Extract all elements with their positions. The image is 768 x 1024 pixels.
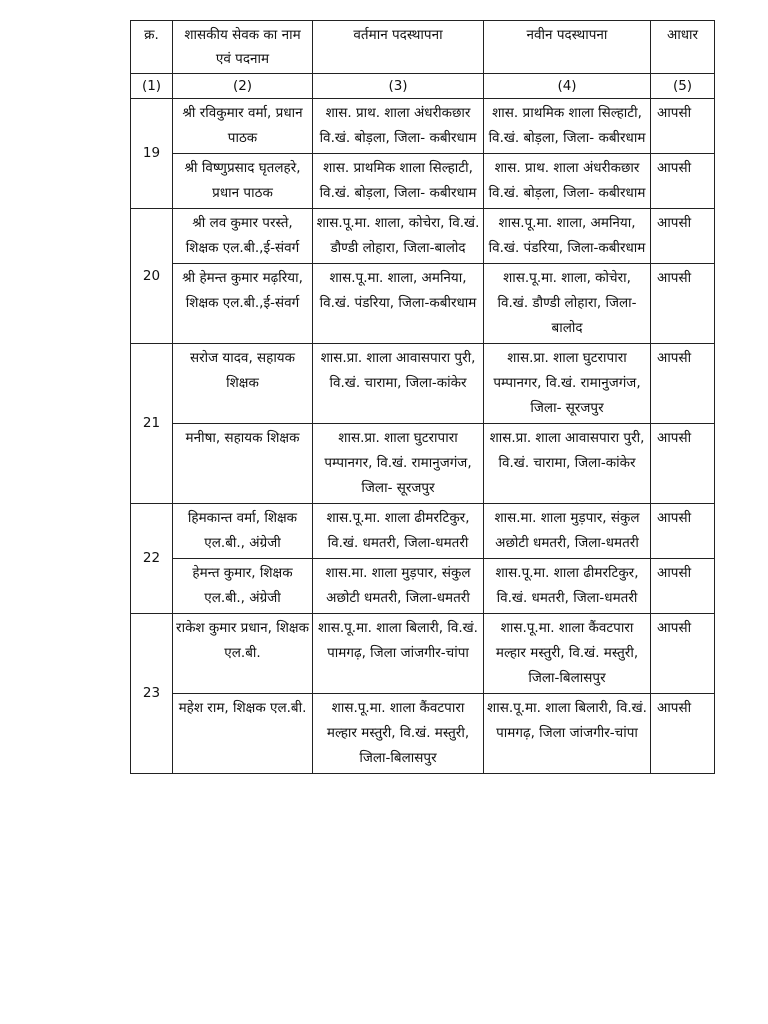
basis: आपसी	[651, 614, 715, 694]
table-row	[131, 99, 715, 154]
column-number: (4)	[484, 74, 651, 99]
column-number: (3)	[313, 74, 484, 99]
employee-name: हेमन्त कुमार, शिक्षक एल.बी., अंग्रेजी	[173, 559, 313, 614]
table-row	[131, 209, 715, 264]
current-posting: शास. प्राथमिक शाला सिल्हाटी, वि.खं. बोड़ला, जिला- कबीरधाम	[313, 154, 484, 209]
current-posting: शास.पू.मा. शाला बिलारी, वि.खं. पामगढ़, जिला जांजगीर-चांपा	[313, 614, 484, 694]
new-posting: शास. प्राथ. शाला अंधरीकछार वि.खं. बोड़ला, जिला- कबीरधाम	[484, 154, 651, 209]
employee-name: हिमकान्त वर्मा, शिक्षक एल.बी., अंग्रेजी	[173, 504, 313, 559]
current-posting: शास.प्रा. शाला आवासपारा पुरी, वि.खं. चारामा, जिला-कांकेर	[313, 344, 484, 424]
column-number: (2)	[173, 74, 313, 99]
employee-name: श्री रविकुमार वर्मा, प्रधान पाठक	[173, 99, 313, 154]
header-current-posting: वर्तमान पदस्थापना	[313, 21, 484, 74]
current-posting: शास.पू.मा. शाला ढीमरटिकुर, वि.खं. धमतरी, जिला-धमतरी	[313, 504, 484, 559]
basis: आपसी	[651, 264, 715, 344]
basis: आपसी	[651, 694, 715, 774]
header-name-designation: शासकीय सेवक का नाम एवं पदनाम	[173, 21, 313, 74]
column-number: (1)	[131, 74, 173, 99]
employee-name: श्री हेमन्त कुमार मढ़रिया, शिक्षक एल.बी.,ई-संवर्ग	[173, 264, 313, 344]
new-posting: शास.पू.मा. शाला, अमनिया, वि.खं. पंडरिया, जिला-कबीरधाम	[484, 209, 651, 264]
basis: आपसी	[651, 424, 715, 504]
basis: आपसी	[651, 99, 715, 154]
table-row	[131, 424, 715, 504]
header-new-posting: नवीन पदस्थापना	[484, 21, 651, 74]
new-posting: शास.प्रा. शाला आवासपारा पुरी, वि.खं. चारामा, जिला-कांकेर	[484, 424, 651, 504]
serial-number: 20	[131, 209, 173, 344]
table-row	[131, 264, 715, 344]
employee-name: श्री विष्णुप्रसाद घृतलहरे, प्रधान पाठक	[173, 154, 313, 209]
table-row	[131, 559, 715, 614]
new-posting: शास.मा. शाला मुड़पार, संकुल अछोटी धमतरी, जिला-धमतरी	[484, 504, 651, 559]
column-number-row	[131, 74, 715, 99]
header-basis: आधार	[651, 21, 715, 74]
new-posting: शास.पू.मा. शाला बिलारी, वि.खं. पामगढ़, जिला जांजगीर-चांपा	[484, 694, 651, 774]
serial-number: 23	[131, 614, 173, 774]
current-posting: शास.प्रा. शाला घुटरापारा पम्पानगर, वि.खं. रामानुजगंज, जिला- सूरजपुर	[313, 424, 484, 504]
current-posting: शास.पू.मा. शाला, अमनिया, वि.खं. पंडरिया, जिला-कबीरधाम	[313, 264, 484, 344]
employee-name: महेश राम, शिक्षक एल.बी.	[173, 694, 313, 774]
current-posting: शास. प्राथ. शाला अंधरीकछार वि.खं. बोड़ला, जिला- कबीरधाम	[313, 99, 484, 154]
new-posting: शास.पू.मा. शाला, कोचेरा, वि.खं. डौण्डी लोहारा, जिला-बालोद	[484, 264, 651, 344]
column-number: (5)	[651, 74, 715, 99]
employee-name: श्री लव कुमार परस्ते, शिक्षक एल.बी.,ई-संवर्ग	[173, 209, 313, 264]
serial-number: 22	[131, 504, 173, 614]
current-posting: शास.मा. शाला मुड़पार, संकुल अछोटी धमतरी, जिला-धमतरी	[313, 559, 484, 614]
basis: आपसी	[651, 209, 715, 264]
employee-name: राकेश कुमार प्रधान, शिक्षक एल.बी.	[173, 614, 313, 694]
table-row	[131, 344, 715, 424]
new-posting: शास.प्रा. शाला घुटरापारा पम्पानगर, वि.खं. रामानुजगंज, जिला- सूरजपुर	[484, 344, 651, 424]
basis: आपसी	[651, 504, 715, 559]
current-posting: शास.पू.मा. शाला कैंवटपारा मल्हार मस्तुरी, वि.खं. मस्तुरी, जिला-बिलासपुर	[313, 694, 484, 774]
employee-name: सरोज यादव, सहायक शिक्षक	[173, 344, 313, 424]
table-row	[131, 694, 715, 774]
table-row	[131, 154, 715, 209]
table-row	[131, 504, 715, 559]
transfer-table	[130, 20, 715, 774]
new-posting: शास.पू.मा. शाला कैंवटपारा मल्हार मस्तुरी, वि.खं. मस्तुरी, जिला-बिलासपुर	[484, 614, 651, 694]
header-row	[131, 21, 715, 74]
new-posting: शास. प्राथमिक शाला सिल्हाटी, वि.खं. बोड़ला, जिला- कबीरधाम	[484, 99, 651, 154]
basis: आपसी	[651, 154, 715, 209]
current-posting: शास.पू.मा. शाला, कोचेरा, वि.खं. डौण्डी लोहारा, जिला-बालोद	[313, 209, 484, 264]
basis: आपसी	[651, 344, 715, 424]
new-posting: शास.पू.मा. शाला ढीमरटिकुर, वि.खं. धमतरी, जिला-धमतरी	[484, 559, 651, 614]
serial-number: 21	[131, 344, 173, 504]
basis: आपसी	[651, 559, 715, 614]
serial-number: 19	[131, 99, 173, 209]
table-row	[131, 614, 715, 694]
header-serial: क्र.	[131, 21, 173, 74]
employee-name: मनीषा, सहायक शिक्षक	[173, 424, 313, 504]
